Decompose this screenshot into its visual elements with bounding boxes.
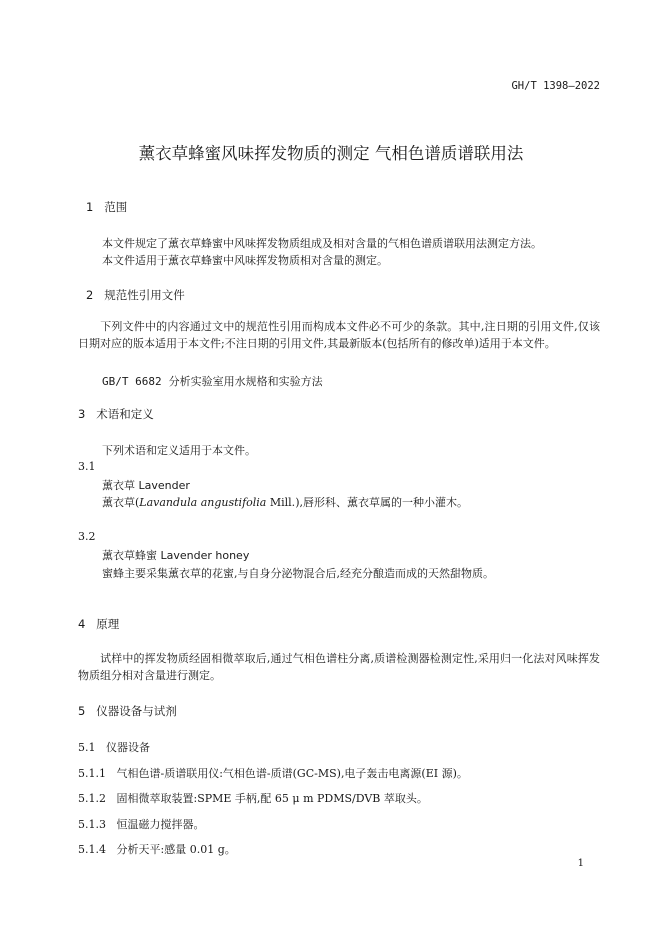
section-4-paragraph-1 (78, 650, 600, 684)
subsection-number: 5.1 (78, 741, 96, 754)
section-number: 1 (86, 200, 94, 214)
section-title: 术语和定义 (96, 407, 154, 421)
reference-code: GB/T 6682 (102, 375, 162, 388)
term-3-1-definition (102, 494, 468, 510)
section-title: 原理 (96, 617, 120, 631)
section-title: 规范性引用文件 (104, 288, 185, 302)
term-3-1-number: 3.1 (78, 460, 96, 473)
standard-number: GH/T 1398—2022 (511, 80, 600, 92)
list-item (78, 816, 205, 832)
author-abbrev: Mill. (269, 496, 296, 509)
definition-prefix: 薰衣草( (102, 496, 140, 509)
section-1-paragraph-2: 本文件适用于薰衣草蜂蜜中风味挥发物质相对含量的测定。 (102, 254, 388, 267)
term-3-2-definition: 蜜蜂主要采集薰衣草的花蜜,与自身分泌物混合后,经充分酿造而成的天然甜物质。 (102, 567, 494, 580)
item-text: 固相微萃取装置:SPME 手柄,配 65 μ m PDMS/DVB 萃取头。 (116, 792, 428, 805)
item-number: 5.1.2 (78, 792, 106, 805)
normative-reference (102, 373, 323, 389)
item-text: 分析天平:感量 0.01 g。 (116, 843, 236, 856)
section-title: 范围 (104, 200, 128, 214)
item-text: 恒温磁力搅拌器。 (116, 818, 205, 831)
item-number: 5.1.3 (78, 818, 106, 831)
section-2-heading (86, 287, 185, 303)
section-4-heading (78, 616, 119, 632)
section-number: 2 (86, 288, 94, 302)
document-title: 薰衣草蜂蜜风味挥发物质的测定 气相色谱质谱联用法 (138, 144, 524, 163)
reference-title: 分析实验室用水规格和实验方法 (168, 375, 323, 388)
section-title: 仪器设备与试剂 (96, 704, 177, 718)
page-number: 1 (577, 858, 584, 869)
section-3-paragraph-1: 下列术语和定义适用于本文件。 (102, 444, 256, 457)
item-number: 5.1.1 (78, 767, 106, 780)
subsection-title: 仪器设备 (106, 741, 150, 754)
section-2-paragraph-1 (78, 318, 600, 352)
section-1-heading (86, 199, 127, 215)
paragraph-text: 试样中的挥发物质经固相微萃取后,通过气相色谱柱分离,质谱检测器检测定性,采用归一化法对风味挥发物质组分相对含量进行测定。 (78, 652, 600, 682)
term-3-1-name: 薰衣草 Lavender (102, 479, 190, 492)
list-item (78, 765, 468, 781)
section-3-heading (78, 406, 154, 422)
subsection-5-1-heading (78, 739, 150, 755)
item-text: 气相色谱-质谱联用仪:气相色谱-质谱(GC-MS),电子轰击电离源(EI 源)。 (116, 767, 468, 780)
section-1-paragraph-1: 本文件规定了薰衣草蜂蜜中风味挥发物质组成及相对含量的气相色谱质谱联用法测定方法。 (102, 237, 542, 250)
list-item (78, 790, 428, 806)
list-item (78, 841, 236, 857)
section-number: 4 (78, 617, 86, 631)
section-5-heading (78, 703, 177, 719)
definition-suffix: ),唇形科、薰衣草属的一种小灌木。 (295, 496, 468, 509)
term-3-2-number: 3.2 (78, 530, 96, 543)
section-number: 5 (78, 704, 86, 718)
paragraph-text: 下列文件中的内容通过文中的规范性引用而构成本文件必不可少的条款。其中,注日期的引用文件,仅该日期对应的版本适用于本文件;不注日期的引用文件,其最新版本(包括所有的修改单)适用于本文件。 (78, 320, 600, 350)
item-number: 5.1.4 (78, 843, 106, 856)
term-3-2-name: 薰衣草蜂蜜 Lavender honey (102, 549, 250, 562)
latin-name: Lavandula angustifolia (139, 496, 267, 509)
section-number: 3 (78, 407, 86, 421)
